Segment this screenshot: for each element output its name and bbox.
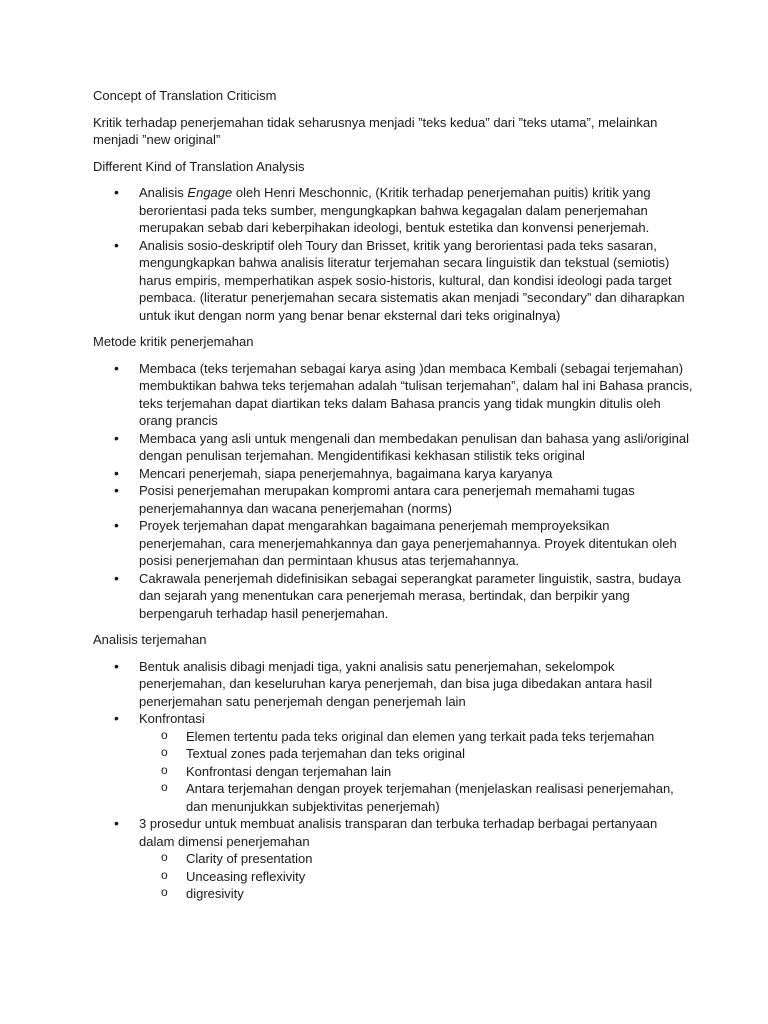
- section-heading-translation-analysis: Analisis terjemahan: [93, 632, 207, 647]
- document-title: Concept of Translation Criticism: [93, 88, 277, 103]
- list-item-konfrontasi: [93, 710, 693, 728]
- list-item-procedures: [93, 815, 693, 850]
- procedures-sublist: [93, 850, 693, 903]
- item-text-emphasis: Engage: [187, 185, 233, 200]
- konfrontasi-sublist: [93, 728, 693, 816]
- criticism-method-list: [93, 360, 693, 623]
- intro-paragraph: Kritik terhadap penerjemahan tidak seharusnya menjadi ”teks kedua” dari ”teks utama”, melainkan menjadi ”new original”: [93, 114, 658, 147]
- sublist-wrapper: [93, 728, 693, 816]
- list-item: • Mencari penerjemah, siapa penerjemahnya, bagaimana karya karyanya: [93, 465, 693, 483]
- analysis-kinds-list: [93, 184, 693, 324]
- item-text-pre: Analisis: [139, 185, 188, 200]
- item-label: Konfrontasi: [139, 711, 205, 726]
- sub-list-item: o Konfrontasi dengan terjemahan lain: [93, 763, 693, 781]
- item-label: 3 prosedur untuk membuat analisis transparan dan terbuka terhadap berbagai pertanyaan dalam dimensi penerjemahan: [139, 816, 658, 849]
- list-item: • Posisi penerjemahan merupakan kompromi antara cara penerjemah memahami tugas penerjemahannya dan wacana penerjemahan (norms): [93, 482, 693, 517]
- list-item: • Analisis sosio-deskriptif oleh Toury dan Brisset, kritik yang berorientasi pada teks sasaran, mengungkapkan bahwa analisis literatur terjemahan secara linguistik dan tekstual (semiotis) harus empiris, memperhatikan aspek sosio-historis, kultural, dan kondisi ideologi pada target pembaca. (literatur penerjemahan secara sistematis akan menjadi ”secondary” dan diharapkan untuk ikut dengan norm yang benar benar eksternal dari teks originalnya): [93, 237, 693, 325]
- translation-analysis-list: [93, 658, 693, 903]
- sub-list-item: o Antara terjemahan dengan proyek terjemahan (menjelaskan realisasi penerjemahan, dan menunjukkan subjektivitas penerjemah): [93, 780, 693, 815]
- sub-list-item: o Clarity of presentation: [93, 850, 693, 868]
- section-heading-criticism-method: Metode kritik penerjemahan: [93, 334, 254, 349]
- document-body: [93, 87, 693, 912]
- section-heading-analysis-kinds: Different Kind of Translation Analysis: [93, 158, 305, 174]
- sub-list-item: o Textual zones pada terjemahan dan teks original: [93, 745, 693, 763]
- list-item: • Membaca yang asli untuk mengenali dan membedakan penulisan dan bahasa yang asli/original dengan penulisan terjemahan. Mengidentifikasi kekhasan stilistik teks original: [93, 430, 693, 465]
- list-item: • Membaca (teks terjemahan sebagai karya asing )dan membaca Kembali (sebagai terjemahan) membuktikan bahwa teks terjemahan adalah “tulisan terjemahan”, dalam hal ini Bahasa prancis, teks terjemahan dapat diartikan teks dalam Bahasa prancis yang tidak mungkin ditulis oleh orang prancis: [93, 360, 693, 430]
- sub-list-item: o digresivity: [93, 885, 693, 903]
- sublist-wrapper: [93, 850, 693, 903]
- list-item: • Proyek terjemahan dapat mengarahkan bagaimana penerjemah memproyeksikan penerjemahan, cara menerjemahkannya dan gaya penerjemahannya. Proyek ditentukan oleh posisi penerjemahan dan permintaan khusus atas terjemahannya.: [93, 517, 693, 570]
- list-item: • Cakrawala penerjemah didefinisikan sebagai seperangkat parameter linguistik, sastra, budaya dan sejarah yang menentukan cara penerjemah merasa, bertindak, dan berpikir yang berpengaruh terhadap hasil penerjemahan.: [93, 570, 693, 623]
- list-item: • Bentuk analisis dibagi menjadi tiga, yakni analisis satu penerjemahan, sekelompok penerjemahan, dan keseluruhan karya penerjemah, dan bisa juga dibedakan antara hasil penerjemahan satu penerjemah dengan penerjemah lain: [93, 658, 693, 711]
- item-text-post: oleh Henri Meschonnic, (Kritik terhadap penerjemahan puitis) kritik yang berorientasi pada teks sumber, mengungkapkan bahwa kegagalan dalam penerjemahan merupakan sebab dari keberpihakan ideologi, bentuk estetika dan konvensi penerjemah.: [139, 185, 651, 235]
- sub-list-item: o Unceasing reflexivity: [93, 868, 693, 886]
- sub-list-item: o Elemen tertentu pada teks original dan elemen yang terkait pada teks terjemahan: [93, 728, 693, 746]
- list-item: [93, 184, 693, 237]
